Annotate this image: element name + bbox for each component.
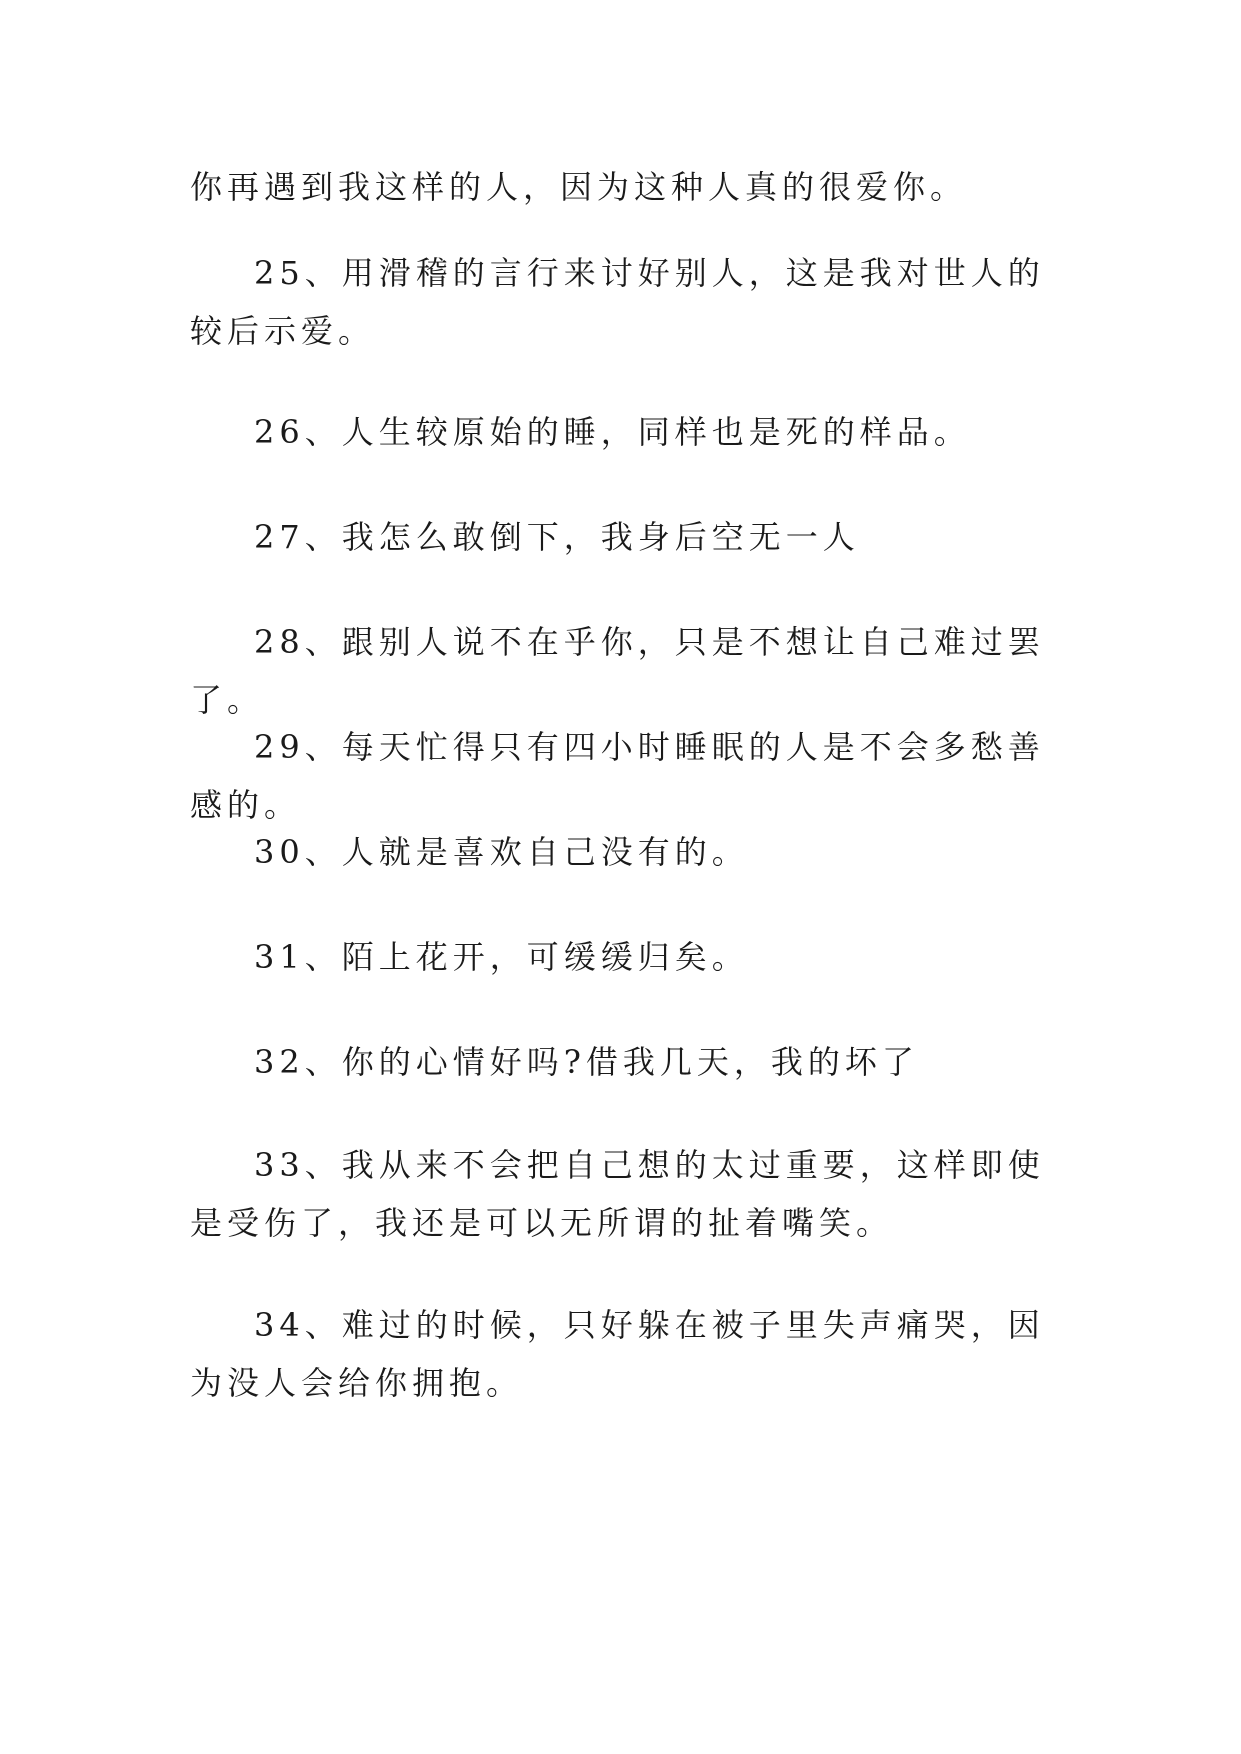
paragraph-item-32: 32、你的心情好吗?借我几天，我的坏了 [254,1043,919,1081]
paragraph-continuation: 你再遇到我这样的人，因为这种人真的很爱你。 [190,168,968,206]
paragraph-item-30: 30、人就是喜欢自己没有的。 [254,833,749,871]
paragraph-item-34: 34、难过的时候，只好躲在被子里失声痛哭，因为没人会给你拥抱。 [190,1306,1045,1402]
paragraph-item-28: 28、跟别人说不在乎你，只是不想让自己难过罢了。 [190,623,1045,719]
paragraph-item-33: 33、我从来不会把自己想的太过重要，这样即使是受伤了，我还是可以无所谓的扯着嘴笑。 [190,1146,1045,1242]
paragraph-item-31: 31、陌上花开，可缓缓归矣。 [254,938,749,976]
paragraph-item-25: 25、用滑稽的言行来讨好别人，这是我对世人的较后示爱。 [190,254,1045,350]
paragraph-item-27: 27、我怎么敢倒下，我身后空无一人 [254,518,860,556]
paragraph-item-26: 26、人生较原始的睡，同样也是死的样品。 [254,413,971,451]
paragraph-item-29: 29、每天忙得只有四小时睡眠的人是不会多愁善感的。 [190,728,1045,824]
